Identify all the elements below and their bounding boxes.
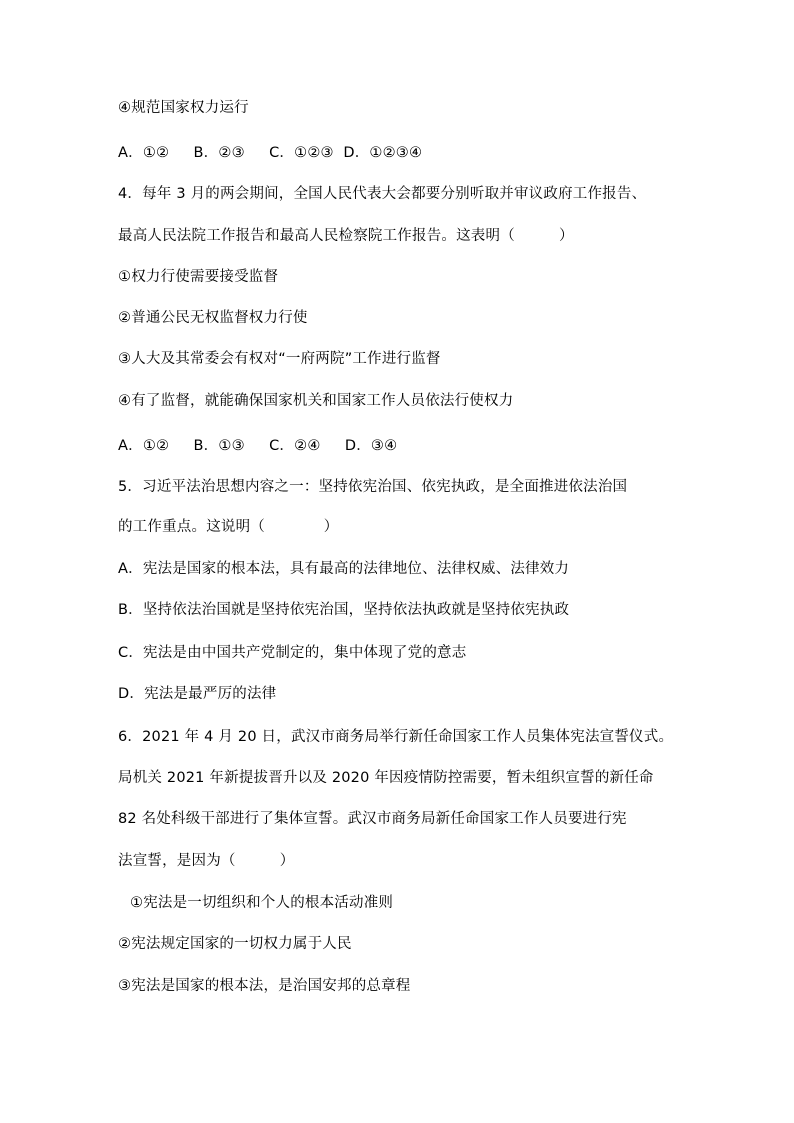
question-text: 局机关 2021 年新提拔晋升以及 2020 年因疫情防控需要，暂未组织宣誓的新任命 [118,770,654,786]
option-line: ②宪法规定国家的一切权力属于人民 [118,936,352,952]
answer-option-b: B．坚持依法治国就是坚持依宪治国，坚持依法执政就是坚持依宪执政 [118,602,570,618]
option-line: ②普通公民无权监督权力行使 [118,310,308,326]
question-4: 4．每年 3 月的两会期间，全国人民代表大会都要分别听取并审议政府工作报告、 [118,186,647,202]
option-line: ③宪法是国家的根本法，是治国安邦的总章程 [118,978,411,994]
question-text: 82 名处科级干部进行了集体宣誓。武汉市商务局新任命国家工作人员要进行宪 [118,811,627,827]
option-line: ③人大及其常委会有权对“一府两院”工作进行监督 [118,351,441,367]
question-text: 最高人民法院工作报告和最高人民检察院工作报告。这表明（ ） [118,228,574,244]
option-line: ①宪法是一切组织和个人的根本活动准则 [130,895,394,911]
question-5: 5．习近平法治思想内容之一：坚持依宪治国、依宪执政，是全面推进依法治国 [118,479,628,495]
option-line: ①权力行使需要接受监督 [118,269,279,285]
answer-choices: A．①② B．①③ C．②④ D．③④ [118,438,398,454]
option-line: ④有了监督，就能确保国家机关和国家工作人员依法行使权力 [118,393,514,409]
question-text: 法宣誓，是因为（ ） [118,853,295,869]
option-line: ④规范国家权力运行 [118,100,249,116]
answer-option-a: A．宪法是国家的根本法，具有最高的法律地位、法律权威、法律效力 [118,561,570,577]
answer-choices: A．①② B．②③ C．①②③ D．①②③④ [118,145,423,161]
question-text: 的工作重点。这说明（ ） [118,519,339,535]
question-6: 6．2021 年 4 月 20 日，武汉市商务局举行新任命国家工作人员集体宪法宣誓仪式。 [118,729,674,745]
answer-option-d: D．宪法是最严厉的法律 [118,686,277,702]
answer-option-c: C．宪法是由中国共产党制定的，集中体现了党的意志 [118,645,467,661]
